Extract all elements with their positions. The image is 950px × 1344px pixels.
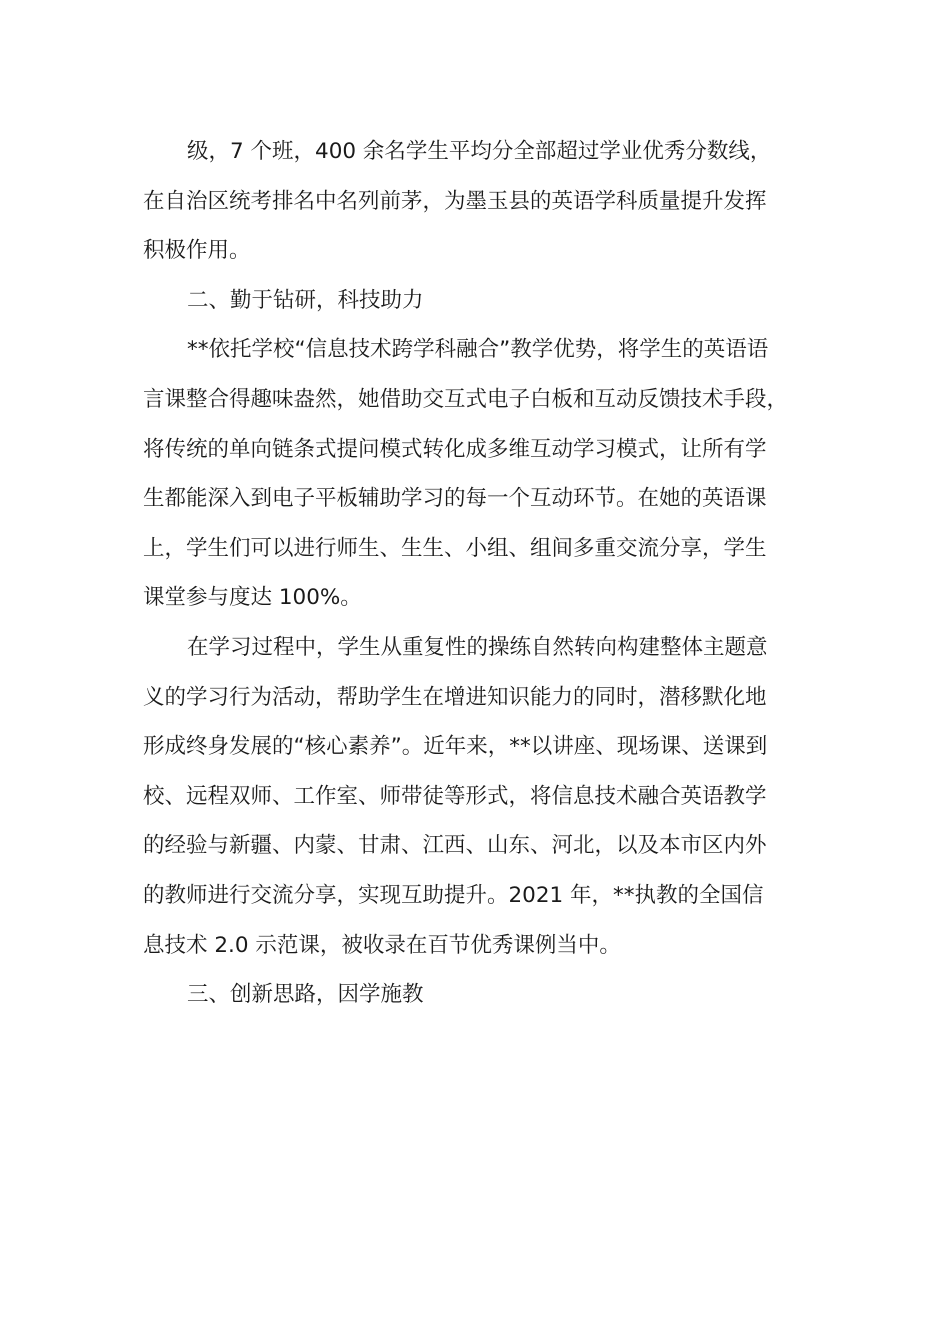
text-line: 生都能深入到电子平板辅助学习的每一个互动环节。在她的英语课 [143,486,767,512]
text-line: 积极作用。 [143,238,251,264]
text-line: 形成终身发展的“核心素养”。近年来，**以讲座、现场课、送课到 [143,734,768,760]
text-line: 言课整合得趣味盎然，她借助交互式电子白板和互动反馈技术手段， [143,386,789,412]
text-line: 息技术 2.0 示范课，被收录在百节优秀课例当中。 [143,932,621,958]
text-line: 级，7 个班，400 余名学生平均分全部超过学业优秀分数线， [187,139,772,164]
text-line: 的经验与新疆、内蒙、甘肃、江西、山东、河北，以及本市区内外 [143,833,767,859]
document-body [143,127,808,1020]
text-line: 在自治区统考排名中名列前茅，为墨玉县的英语学科质量提升发挥 [143,188,767,214]
section-heading: 二、勤于钻研，科技助力 [187,287,424,313]
text-line: 上，学生们可以进行师生、生生、小组、组间多重交流分享，学生 [143,535,767,561]
text-line: 在学习过程中，学生从重复性的操练自然转向构建整体主题意 [187,634,768,660]
text-line: 课堂参与度达 100%。 [143,585,362,611]
text-line: 义的学习行为活动，帮助学生在增进知识能力的同时，潜移默化地 [143,684,767,710]
text-line: 校、远程双师、工作室、师带徒等形式，将信息技术融合英语教学 [143,783,767,809]
section-heading: 三、创新思路，因学施教 [187,982,424,1008]
text-line: **依托学校“信息技术跨学科融合”教学优势，将学生的英语语 [187,337,769,363]
text-line: 将传统的单向链条式提问模式转化成多维互动学习模式，让所有学 [143,436,767,462]
text-line: 的教师进行交流分享，实现互助提升。2021 年，**执教的全国信 [143,882,764,908]
